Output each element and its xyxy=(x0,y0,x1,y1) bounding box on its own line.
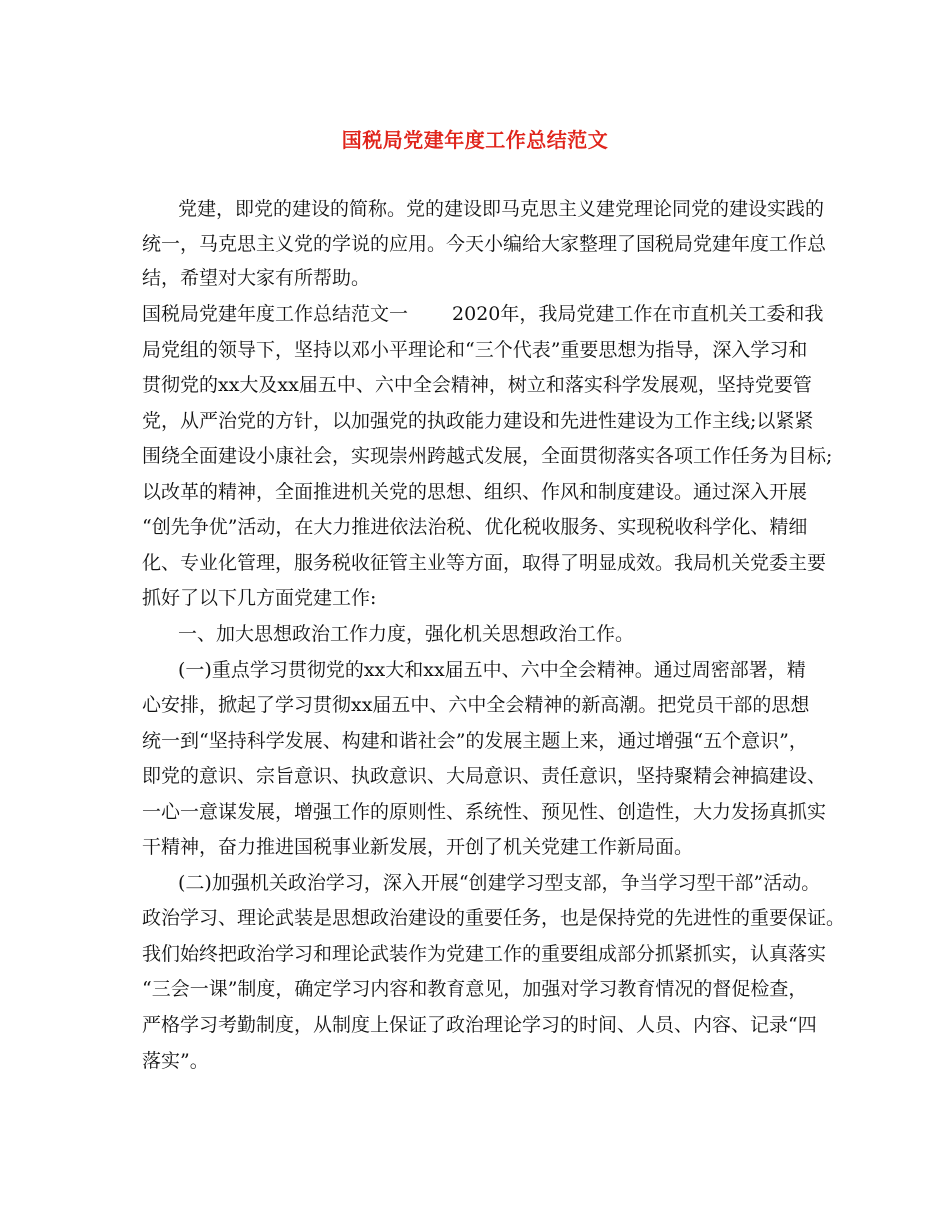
paragraph-line: 落实”。 xyxy=(142,1050,209,1072)
paragraph-line: 国税局党建年度工作总结范文一 2020年，我局党建工作在市直机关工委和我 xyxy=(142,303,824,325)
paragraph-line: 抓好了以下几方面党建工作: xyxy=(142,587,377,609)
paragraph-line: 以改革的精神，全面推进机关党的思想、组织、作风和制度建设。通过深入开展 xyxy=(142,481,808,503)
paragraph-line: 严格学习考勤制度，从制度上保证了政治理论学习的时间、人员、内容、记录“四 xyxy=(142,1014,817,1036)
paragraph-line: 局党组的领导下，坚持以邓小平理论和“三个代表”重要思想为指导，深入学习和 xyxy=(142,339,808,361)
paragraph-line: 结，希望对大家有所帮助。 xyxy=(142,267,371,289)
paragraph-line: 心安排，掀起了学习贯彻xx届五中、六中全会精神的新高潮。把党员干部的思想 xyxy=(142,694,810,716)
paragraph-line: 一心一意谋发展，增强工作的原则性、系统性、预见性、创造性，大力发扬真抓实 xyxy=(142,801,827,823)
paragraph-line: 我们始终把政治学习和理论武装作为党建工作的重要组成部分抓紧抓实，认真落实 xyxy=(142,943,827,965)
paragraph-line: 统一，马克思主义党的学说的应用。今天小编给大家整理了国税局党建年度工作总 xyxy=(142,233,827,255)
paragraph-line: 党建，即党的建设的简称。党的建设即马克思主义建党理论同党的建设实践的 xyxy=(178,198,825,220)
paragraph-line: (二)加强机关政治学习，深入开展“创建学习型支部，争当学习型干部”活动。 xyxy=(178,872,821,894)
paragraph-line: (一)重点学习贯彻党的xx大和xx届五中、六中全会精神。通过周密部署，精 xyxy=(178,659,806,681)
paragraph-line: 干精神，奋力推进国税事业新发展，开创了机关党建工作新局面。 xyxy=(142,836,694,858)
paragraph-line: 贯彻党的xx大及xx届五中、六中全会精神，树立和落实科学发展观，坚持党要管 xyxy=(142,374,812,396)
paragraph-line: 统一到“坚持科学发展、构建和谐社会”的发展主题上来，通过增强“五个意识”， xyxy=(142,730,808,752)
section-heading: 一、加大思想政治工作力度，强化机关思想政治工作。 xyxy=(178,623,635,645)
paragraph-line: “三会一课”制度，确定学习内容和教育意见，加强对学习教育情况的督促检查， xyxy=(142,978,808,1000)
paragraph-line: “创先争优”活动，在大力推进依法治税、优化税收服务、实现税收科学化、精细 xyxy=(142,516,808,538)
paragraph-line: 即党的意识、宗旨意识、执政意识、大局意识、责任意识，坚持聚精会神搞建设、 xyxy=(142,765,827,787)
paragraph-line: 党，从严治党的方针，以加强党的执政能力建设和先进性建设为工作主线;以紧紧 xyxy=(142,410,814,432)
document-title: 国税局党建年度工作总结范文 xyxy=(341,128,609,152)
paragraph-line: 政治学习、理论武装是思想政治建设的重要任务，也是保持党的先进性的重要保证。 xyxy=(142,907,846,929)
paragraph-line: 围绕全面建设小康社会，实现崇州跨越式发展，全面贯彻落实各项工作任务为目标; xyxy=(142,445,833,467)
paragraph-line: 化、专业化管理，服务税收征管主业等方面，取得了明显成效。我局机关党委主要 xyxy=(142,552,827,574)
